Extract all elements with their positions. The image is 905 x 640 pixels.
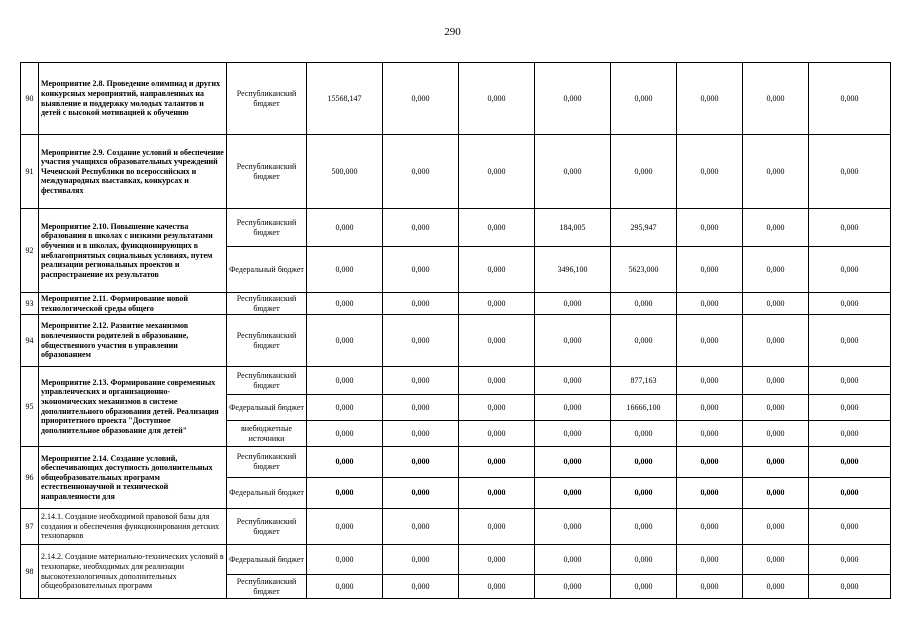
amount-cell: 0,000 (383, 367, 459, 395)
measure-description (39, 293, 227, 315)
amount-cell: 0,000 (611, 545, 677, 575)
measure-description (39, 209, 227, 293)
amount-cell: 0,000 (611, 421, 677, 447)
amount-cell: 0,000 (383, 509, 459, 545)
amount-cell: 0,000 (677, 421, 743, 447)
amount-cell: 0,000 (809, 509, 891, 545)
amount-cell: 0,000 (383, 447, 459, 478)
amount-cell: 0,000 (383, 421, 459, 447)
amount-cell: 0,000 (743, 135, 809, 209)
amount-cell: 0,000 (383, 135, 459, 209)
row-number: 91 (21, 135, 39, 209)
amount-cell: 0,000 (743, 209, 809, 247)
amount-cell: 0,000 (459, 63, 535, 135)
amount-cell: 0,000 (307, 247, 383, 293)
amount-cell: 0,000 (809, 247, 891, 293)
amount-cell: 0,000 (677, 478, 743, 509)
amount-cell: 0,000 (459, 478, 535, 509)
amount-cell: 0,000 (535, 478, 611, 509)
measure-description (39, 315, 227, 367)
amount-cell: 0,000 (535, 395, 611, 421)
measure-description-text: 2.14.1. Создание необходимой правовой базы для создания и обеспечения функционирования детских технопарков (41, 512, 220, 541)
measure-description (39, 135, 227, 209)
amount-cell: 0,000 (743, 367, 809, 395)
amount-cell: 0,000 (743, 293, 809, 315)
amount-cell: 0,000 (535, 447, 611, 478)
amount-cell: 0,000 (459, 135, 535, 209)
table-row (21, 209, 891, 247)
amount-cell: 0,000 (809, 421, 891, 447)
amount-cell: 0,000 (743, 421, 809, 447)
table-row (21, 63, 891, 135)
amount-cell: 0,000 (743, 315, 809, 367)
funding-source: Республиканский бюджет (227, 293, 307, 315)
table-row (21, 315, 891, 367)
amount-cell: 0,000 (809, 315, 891, 367)
amount-cell: 0,000 (677, 575, 743, 599)
amount-cell: 0,000 (743, 575, 809, 599)
amount-cell: 0,000 (459, 545, 535, 575)
amount-cell: 0,000 (535, 509, 611, 545)
row-number: 92 (21, 209, 39, 293)
amount-cell: 0,000 (809, 367, 891, 395)
row-number: 93 (21, 293, 39, 315)
amount-cell: 0,000 (677, 315, 743, 367)
amount-cell: 295,947 (611, 209, 677, 247)
amount-cell: 0,000 (459, 293, 535, 315)
amount-cell: 15568,147 (307, 63, 383, 135)
amount-cell: 0,000 (677, 447, 743, 478)
amount-cell: 0,000 (307, 293, 383, 315)
amount-cell: 0,000 (307, 575, 383, 599)
row-number: 90 (21, 63, 39, 135)
amount-cell: 0,000 (743, 447, 809, 478)
amount-cell: 877,163 (611, 367, 677, 395)
amount-cell: 0,000 (307, 395, 383, 421)
amount-cell: 0,000 (459, 447, 535, 478)
amount-cell: 0,000 (677, 209, 743, 247)
measure-description (39, 447, 227, 509)
amount-cell: 0,000 (677, 293, 743, 315)
amount-cell: 500,000 (307, 135, 383, 209)
amount-cell: 0,000 (677, 367, 743, 395)
amount-cell: 0,000 (459, 367, 535, 395)
amount-cell: 184,005 (535, 209, 611, 247)
amount-cell: 0,000 (677, 247, 743, 293)
amount-cell: 0,000 (611, 63, 677, 135)
funding-source: Республиканский бюджет (227, 315, 307, 367)
amount-cell: 0,000 (307, 367, 383, 395)
amount-cell: 0,000 (383, 315, 459, 367)
row-number: 95 (21, 367, 39, 447)
table-row (21, 509, 891, 545)
amount-cell: 0,000 (809, 545, 891, 575)
page-number: 290 (444, 26, 461, 38)
funding-source: Республиканский бюджет (227, 135, 307, 209)
amount-cell: 0,000 (611, 315, 677, 367)
amount-cell: 0,000 (611, 447, 677, 478)
amount-cell: 0,000 (307, 209, 383, 247)
amount-cell: 0,000 (743, 63, 809, 135)
measure-description (39, 63, 227, 135)
amount-cell: 0,000 (307, 478, 383, 509)
amount-cell: 0,000 (535, 421, 611, 447)
budget-table (20, 62, 891, 599)
measure-description-text: Мероприятие 2.13. Формирование современных управленческих и организационно-экономических механизмов в системе дополнительного образования детей. Реализация приоритетного проекта "Доступное дополнительное образование для детей" (41, 377, 219, 435)
measure-description (39, 509, 227, 545)
measure-description-text: Мероприятие 2.11. Формирование новой технологической среды общего (41, 293, 188, 313)
amount-cell: 0,000 (459, 395, 535, 421)
amount-cell: 0,000 (809, 395, 891, 421)
amount-cell: 0,000 (743, 395, 809, 421)
funding-source: Республиканский бюджет (227, 447, 307, 478)
row-number: 94 (21, 315, 39, 367)
amount-cell: 0,000 (743, 509, 809, 545)
amount-cell: 0,000 (383, 293, 459, 315)
amount-cell: 16666,100 (611, 395, 677, 421)
amount-cell: 0,000 (611, 509, 677, 545)
amount-cell: 0,000 (383, 395, 459, 421)
measure-description (39, 545, 227, 599)
amount-cell: 0,000 (383, 63, 459, 135)
amount-cell: 0,000 (459, 575, 535, 599)
amount-cell: 0,000 (307, 447, 383, 478)
table-row (21, 135, 891, 209)
amount-cell: 0,000 (677, 509, 743, 545)
funding-source: Федеральный бюджет (227, 545, 307, 575)
table-row (21, 293, 891, 315)
funding-source: внебюджетные источники (227, 421, 307, 447)
amount-cell: 0,000 (677, 135, 743, 209)
measure-description-text: Мероприятие 2.8. Проведение олимпиад и других конкурсных мероприятий, направленных на выявление и поддержку молодых талантов и детей с высокой мотивацией к обучению (41, 79, 221, 118)
amount-cell: 0,000 (677, 395, 743, 421)
funding-source: Федеральный бюджет (227, 247, 307, 293)
amount-cell: 0,000 (459, 209, 535, 247)
amount-cell: 0,000 (809, 575, 891, 599)
amount-cell: 0,000 (459, 315, 535, 367)
amount-cell: 0,000 (459, 509, 535, 545)
funding-source: Республиканский бюджет (227, 509, 307, 545)
amount-cell: 0,000 (307, 545, 383, 575)
amount-cell: 5623,000 (611, 247, 677, 293)
amount-cell: 0,000 (809, 447, 891, 478)
amount-cell: 0,000 (535, 575, 611, 599)
amount-cell: 0,000 (535, 63, 611, 135)
amount-cell: 0,000 (307, 315, 383, 367)
measure-description-text: Мероприятие 2.12. Развитие механизмов вовлеченности родителей в образование, общественного участия в управлении образованием (41, 321, 189, 360)
amount-cell: 0,000 (809, 209, 891, 247)
table-row (21, 447, 891, 478)
amount-cell: 0,000 (383, 545, 459, 575)
amount-cell: 0,000 (809, 135, 891, 209)
table-row (21, 367, 891, 395)
funding-source: Федеральный бюджет (227, 478, 307, 509)
amount-cell: 0,000 (535, 293, 611, 315)
amount-cell: 0,000 (611, 135, 677, 209)
amount-cell: 0,000 (611, 575, 677, 599)
measure-description-text: 2.14.2. Создание материально-технических условий в технопарке, необходимых для реализации высокотехнологичных дополнительных общеобразовательных программ (41, 552, 224, 591)
amount-cell: 0,000 (809, 63, 891, 135)
measure-description-text: Мероприятие 2.14. Создание условий, обеспечивающих доступность дополнительных общеобразовательных программ естественнонаучной и технической направленности для (41, 453, 213, 501)
funding-source: Федеральный бюджет (227, 395, 307, 421)
amount-cell: 3496,100 (535, 247, 611, 293)
amount-cell: 0,000 (383, 575, 459, 599)
amount-cell: 0,000 (535, 135, 611, 209)
funding-source: Республиканский бюджет (227, 209, 307, 247)
amount-cell: 0,000 (743, 247, 809, 293)
amount-cell: 0,000 (611, 478, 677, 509)
row-number: 98 (21, 545, 39, 599)
funding-source: Республиканский бюджет (227, 575, 307, 599)
amount-cell: 0,000 (809, 478, 891, 509)
amount-cell: 0,000 (459, 247, 535, 293)
funding-source: Республиканский бюджет (227, 367, 307, 395)
amount-cell: 0,000 (743, 545, 809, 575)
amount-cell: 0,000 (459, 421, 535, 447)
amount-cell: 0,000 (383, 209, 459, 247)
funding-source: Республиканский бюджет (227, 63, 307, 135)
amount-cell: 0,000 (535, 367, 611, 395)
row-number: 97 (21, 509, 39, 545)
amount-cell: 0,000 (677, 545, 743, 575)
measure-description-text: Мероприятие 2.10. Повышение качества образования в школах с низкими результатами обучения и в школах, функционирующих в неблагоприятных социальных условиях, путем реализации региональных проектов и распространение их результатов (41, 221, 213, 279)
amount-cell: 0,000 (743, 478, 809, 509)
row-number: 96 (21, 447, 39, 509)
amount-cell: 0,000 (611, 293, 677, 315)
table-row (21, 545, 891, 575)
measure-description-text: Мероприятие 2.9. Создание условий и обеспечение участия учащихся образовательных учреждений Чеченской Республики во всероссийских и международных выставках, конкурсах и фестивалях (41, 147, 224, 195)
amount-cell: 0,000 (383, 478, 459, 509)
amount-cell: 0,000 (809, 293, 891, 315)
amount-cell: 0,000 (307, 421, 383, 447)
measure-description (39, 367, 227, 447)
amount-cell: 0,000 (307, 509, 383, 545)
amount-cell: 0,000 (535, 545, 611, 575)
amount-cell: 0,000 (535, 315, 611, 367)
amount-cell: 0,000 (677, 63, 743, 135)
amount-cell: 0,000 (383, 247, 459, 293)
